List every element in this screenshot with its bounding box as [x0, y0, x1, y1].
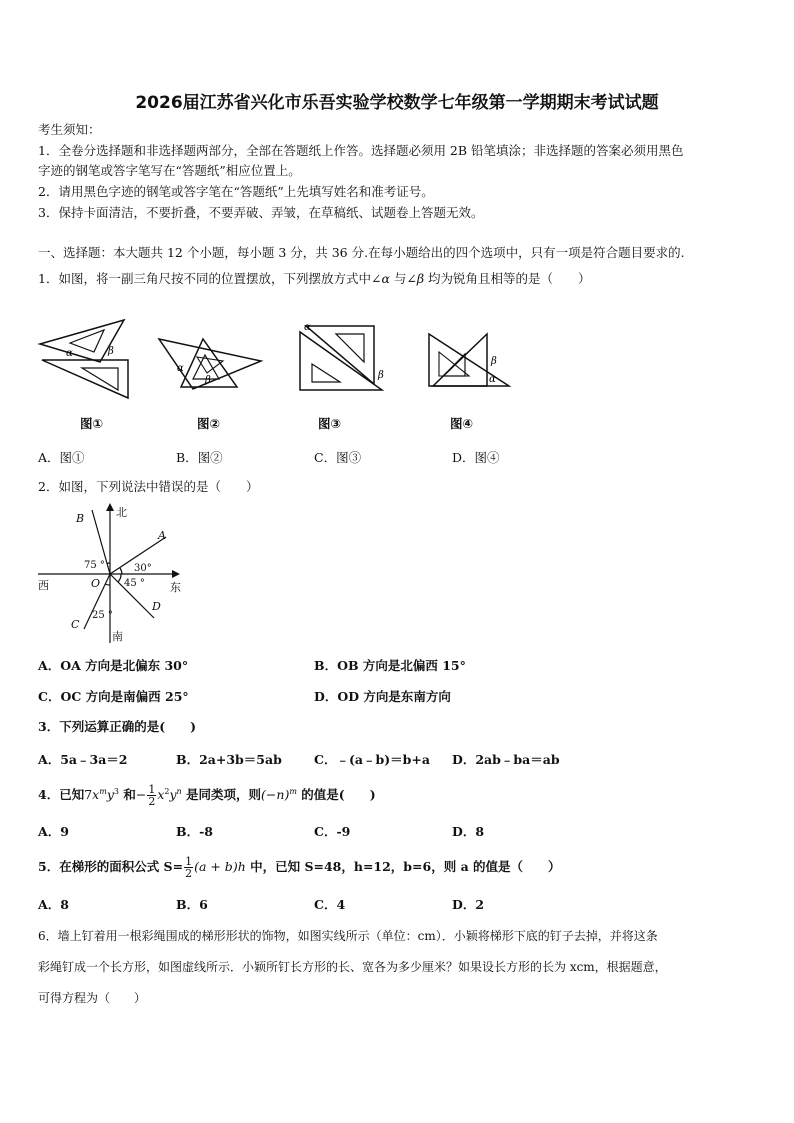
q5-option-d[interactable]: D．2 — [452, 897, 485, 912]
q3-option-a[interactable]: A．5a﹣3a＝2 — [38, 752, 128, 767]
q4-and: 和 — [118, 787, 136, 803]
q5-option-b[interactable]: B．6 — [176, 897, 208, 912]
q3-option-c[interactable]: C．﹣(a﹣b)＝b+a — [314, 752, 430, 767]
q1-stem-a: 1．如图，将一副三角尺按不同的位置摆放，下列摆放方式中 — [38, 271, 371, 286]
fig2-alpha: α — [177, 363, 184, 374]
figure-4-triangles — [425, 330, 515, 390]
q4-option-b[interactable]: B．-8 — [176, 824, 213, 839]
q1-stem-b: 均为锐角且相等的是（ ） — [424, 271, 591, 286]
notice-item-3: 3．保持卡面清洁，不要折叠，不要弄破、弄皱，在草稿纸、试题卷上答题无效。 — [38, 205, 484, 220]
compass-b: B — [76, 512, 85, 525]
compass-angle-30: 30° — [134, 563, 152, 574]
question-3-stem: 3．下列运算正确的是( ) — [38, 719, 197, 734]
compass-south: 南 — [112, 630, 123, 643]
compass-o: O — [91, 577, 101, 590]
figure-1-caption: 图① — [80, 416, 104, 431]
question-5-stem — [38, 856, 561, 879]
q1-option-b[interactable]: B．图② — [176, 450, 223, 465]
q2-option-a[interactable]: A．OA 方向是北偏东 30° — [38, 658, 189, 673]
q5-option-a[interactable]: A．8 — [38, 897, 69, 912]
figure-4-caption: 图④ — [450, 416, 474, 431]
q5-formula: (a + b)h — [194, 859, 246, 874]
fig4-beta: β — [491, 356, 497, 367]
page-title: 2026届江苏省兴化市乐吾实验学校数学七年级第一学期期末考试试题 — [135, 93, 659, 113]
compass-angle-75: 75 ° — [84, 560, 105, 571]
q1-mid: 与 — [389, 271, 407, 286]
figure-2-triangles — [157, 333, 267, 393]
question-6-line-2: 彩绳钉成一个长方形，如图虚线所示．小颖所钉长方形的长、宽各为多少厘米？如果设长方形的长为 xcm，根据题意， — [38, 960, 667, 974]
compass-west: 西 — [38, 579, 49, 592]
question-6-line-1: 6．墙上钉着用一根彩绳围成的梯形形状的饰物，如图实线所示（单位：cm）．小颖将梯形下底的钉子去掉，并将这条 — [38, 929, 658, 943]
q3-option-b[interactable]: B．2a+3b＝5ab — [176, 752, 282, 767]
q3-option-d[interactable]: D．2ab﹣ba＝ab — [452, 752, 560, 767]
figure-1-triangles — [38, 318, 138, 403]
q4-same: 是同类项，则 — [181, 787, 262, 803]
compass-c: C — [71, 618, 80, 631]
question-1-stem — [38, 271, 591, 287]
compass-north: 北 — [116, 506, 127, 519]
q5-post: 中，已知 S=48，h=12，b=6，则 a 的值是（ ） — [245, 859, 561, 874]
notice-item-2: 2．请用黑色字迹的钢笔或答字笔在“答题纸”上先填写姓名和准考证号。 — [38, 184, 434, 199]
q1-option-d[interactable]: D．图④ — [452, 450, 500, 465]
compass-diagram — [38, 505, 198, 645]
figure-3-caption: 图③ — [318, 416, 342, 431]
question-6-line-3: 可得方程为（ ） — [38, 991, 147, 1005]
q2-option-d[interactable]: D．OD 方向是东南方向 — [314, 689, 451, 704]
q1-option-a[interactable]: A．图① — [38, 450, 85, 465]
q4-term1: $7x^my^3$ — [84, 787, 119, 803]
figure-3-triangles — [296, 322, 396, 394]
q2-option-c[interactable]: C．OC 方向是南偏西 25° — [38, 689, 189, 704]
compass-east: 东 — [170, 581, 181, 594]
q4-expr: $(-n)^m$ — [261, 787, 297, 803]
q4-option-d[interactable]: D．8 — [452, 824, 485, 839]
q5-fraction: $\frac{1}{2}$ — [185, 855, 193, 880]
q4-pre: 4．已知 — [38, 787, 85, 803]
compass-d: D — [152, 600, 161, 613]
notice-item-1-cont: 字迹的钢笔或答字笔写在“答题纸”相应位置上。 — [38, 163, 301, 178]
fig4-alpha: α — [489, 374, 496, 385]
fig3-beta: β — [378, 370, 384, 381]
compass-angle-45: 45 ° — [124, 578, 145, 589]
q4-post: 的值是( ) — [296, 787, 376, 803]
q4-term2: − $\frac{1}{2}$ $x^2y^n$ — [135, 783, 182, 809]
compass-a: A — [158, 529, 166, 542]
q1-angle-beta: ∠β — [406, 271, 425, 286]
q4-option-a[interactable]: A．9 — [38, 824, 69, 839]
q4-option-c[interactable]: C．-9 — [314, 824, 351, 839]
figure-2-caption: 图② — [197, 416, 221, 431]
q5-pre: 5．在梯形的面积公式 S= — [38, 859, 184, 874]
notice-head: 考生须知： — [38, 122, 101, 137]
question-4-stem — [38, 784, 376, 807]
section-heading: 一、选择题：本大题共 12 个小题，每小题 3 分，共 36 分.在每小题给出的四个选项中，只有一项是符合题目要求的. — [38, 245, 685, 260]
q2-option-b[interactable]: B．OB 方向是北偏西 15° — [314, 658, 466, 673]
fig1-alpha: α — [66, 348, 73, 359]
notice-item-1: 1．全卷分选择题和非选择题两部分，全部在答题纸上作答。选择题必须用 2B 铅笔填涂；非选择题的答案必须用黑色 — [38, 143, 684, 158]
fig2-beta: β — [205, 375, 211, 386]
question-2-stem: 2．如图，下列说法中错误的是（ ） — [38, 479, 259, 494]
q1-angle-alpha: ∠α — [370, 271, 390, 286]
q5-option-c[interactable]: C．4 — [314, 897, 346, 912]
compass-angle-25: 25 ° — [92, 610, 113, 621]
q1-option-c[interactable]: C．图③ — [314, 450, 362, 465]
fig3-alpha: α — [304, 322, 311, 333]
fig1-beta: β — [108, 346, 114, 357]
